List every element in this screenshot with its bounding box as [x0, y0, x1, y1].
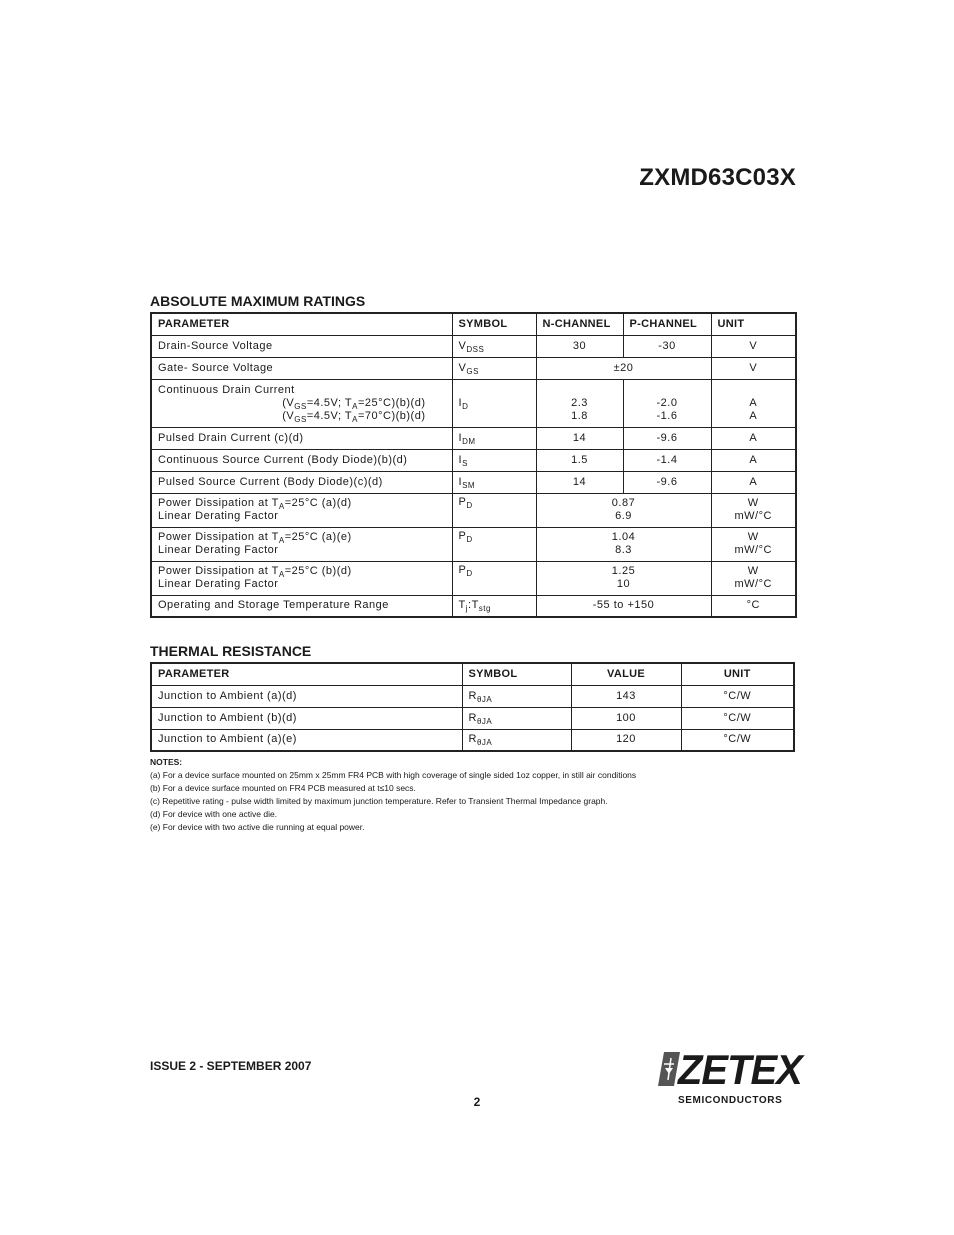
table-row [151, 357, 796, 379]
n-channel-cell: 14 [536, 427, 623, 449]
thermal-resistance-table [150, 662, 795, 752]
p-channel-cell: -9.6 [623, 427, 711, 449]
param-cell: Junction to Ambient (a)(d) [151, 685, 462, 707]
p-channel-cell: -1.4 [623, 449, 711, 471]
table-row [151, 493, 796, 527]
header-parameter: PARAMETER [151, 313, 452, 335]
param-cell: Junction to Ambient (b)(d) [151, 707, 462, 729]
note-item: (e) For device with two active die running at equal power. [150, 822, 365, 832]
table-header-row [151, 663, 794, 685]
param-cell [151, 379, 452, 427]
n-channel-cell: 30 [536, 335, 623, 357]
header-n-channel: N-CHANNEL [536, 313, 623, 335]
symbol-cell: $V_{DSS}$ [452, 335, 536, 357]
note-item: (a) For a device surface mounted on 25mm x 25mm FR4 PCB with high coverage of single sided 1oz copper, in still air conditions [150, 770, 637, 780]
value-cell: ±20 [536, 357, 711, 379]
param-cell: Power Dissipation at $T_A=25^\circ C$ (a)(e) Linear Derating Factor [151, 527, 452, 561]
header-symbol: SYMBOL [462, 663, 571, 685]
note-item: (c) Repetitive rating - pulse width limited by maximum junction temperature. Refer to Transient Thermal Impedance graph. [150, 796, 608, 806]
param-cell: Power Dissipation at $T_A=25^\circ C$ (a)(d) Linear Derating Factor [151, 493, 452, 527]
value-cell: 0.87 6.9 [536, 493, 711, 527]
symbol-cell: $P_D$ [452, 527, 536, 561]
table-row [151, 427, 796, 449]
value-cell: 143 [571, 685, 681, 707]
symbol-cell: $I_S$ [452, 449, 536, 471]
header-p-channel: P-CHANNEL [623, 313, 711, 335]
table-row [151, 379, 796, 427]
unit-cell: °C/W [681, 707, 794, 729]
value-cell: 120 [571, 729, 681, 751]
table-row [151, 729, 794, 751]
symbol-cell: $T_j:T_{stg}$ [452, 595, 536, 617]
unit-cell: A A [711, 379, 796, 427]
unit-cell: W mW/°C [711, 561, 796, 595]
n-channel-cell: 2.3 1.8 [536, 379, 623, 427]
symbol-cell: $I_{DM}$ [452, 427, 536, 449]
table-row [151, 595, 796, 617]
param-cell: Continuous Source Current (Body Diode)(b)(d) [151, 449, 452, 471]
header-unit: UNIT [681, 663, 794, 685]
table-row [151, 335, 796, 357]
notes-block [150, 756, 800, 834]
param-cell: Pulsed Source Current (Body Diode)(c)(d) [151, 471, 452, 493]
symbol-cell: $R_{\theta JA}$ [462, 707, 571, 729]
unit-cell: W mW/°C [711, 527, 796, 561]
p-channel-cell: -30 [623, 335, 711, 357]
table-row [151, 685, 794, 707]
unit-cell: °C/W [681, 729, 794, 751]
header-unit: UNIT [711, 313, 796, 335]
unit-cell: V [711, 357, 796, 379]
n-channel-cell: 14 [536, 471, 623, 493]
zetex-logo-mark-icon [658, 1052, 680, 1086]
symbol-cell: $I_{SM}$ [452, 471, 536, 493]
param-label: Continuous Drain Current [158, 383, 295, 396]
notes-title: NOTES: [150, 757, 183, 767]
logo-wordmark: ZETEX [678, 1046, 802, 1093]
value-cell: 100 [571, 707, 681, 729]
unit-cell: A [711, 449, 796, 471]
note-item: (d) For device with one active die. [150, 809, 278, 819]
unit-cell: A [711, 471, 796, 493]
thermal-section-title: THERMAL RESISTANCE [150, 643, 312, 659]
symbol-cell: $P_D$ [452, 493, 536, 527]
part-number-title: ZXMD63C03X [639, 164, 796, 191]
zetex-logo [658, 1046, 803, 1110]
header-value: VALUE [571, 663, 681, 685]
unit-cell: W mW/°C [711, 493, 796, 527]
param-cell: Junction to Ambient (a)(e) [151, 729, 462, 751]
logo-subtitle: SEMICONDUCTORS [678, 1095, 783, 1106]
condition-line: ($V_{GS}=4.5V$; $T_A=25^\circ C)(b)(d)$ [282, 396, 426, 411]
param-cell: Power Dissipation at $T_A=25^\circ C$ (b)(d) Linear Derating Factor [151, 561, 452, 595]
table-row [151, 527, 796, 561]
param-cell: Pulsed Drain Current (c)(d) [151, 427, 452, 449]
unit-cell: V [711, 335, 796, 357]
unit-cell: °C/W [681, 685, 794, 707]
table-row [151, 561, 796, 595]
unit-cell: A [711, 427, 796, 449]
param-cell: Drain-Source Voltage [151, 335, 452, 357]
table-row [151, 707, 794, 729]
symbol-cell: $V_{GS}$ [452, 357, 536, 379]
symbol-cell: $R_{\theta JA}$ [462, 729, 571, 751]
symbol-cell: $P_D$ [452, 561, 536, 595]
param-cell: Gate- Source Voltage [151, 357, 452, 379]
page-number: 2 [473, 1095, 481, 1109]
header-symbol: SYMBOL [452, 313, 536, 335]
p-channel-cell: -2.0 -1.6 [623, 379, 711, 427]
table-header-row [151, 313, 796, 335]
value-cell: 1.04 8.3 [536, 527, 711, 561]
condition-line: ($V_{GS}=4.5V$; $T_A=70^\circ C)(b)(d)$ [282, 409, 426, 424]
note-item: (b) For a device surface mounted on FR4 PCB measured at t≤10 secs. [150, 783, 416, 793]
param-cell: Operating and Storage Temperature Range [151, 595, 452, 617]
symbol-cell: $I_D$ [452, 379, 536, 427]
value-cell: 1.25 10 [536, 561, 711, 595]
absolute-maximum-ratings-table [150, 312, 797, 618]
value-cell: -55 to +150 [536, 595, 711, 617]
table-row [151, 471, 796, 493]
symbol-cell: $R_{\theta JA}$ [462, 685, 571, 707]
issue-date: ISSUE 2 - SEPTEMBER 2007 [150, 1059, 312, 1073]
unit-cell: °C [711, 595, 796, 617]
p-channel-cell: -9.6 [623, 471, 711, 493]
table-row [151, 449, 796, 471]
amr-section-title: ABSOLUTE MAXIMUM RATINGS [150, 293, 366, 309]
n-channel-cell: 1.5 [536, 449, 623, 471]
header-parameter: PARAMETER [151, 663, 462, 685]
